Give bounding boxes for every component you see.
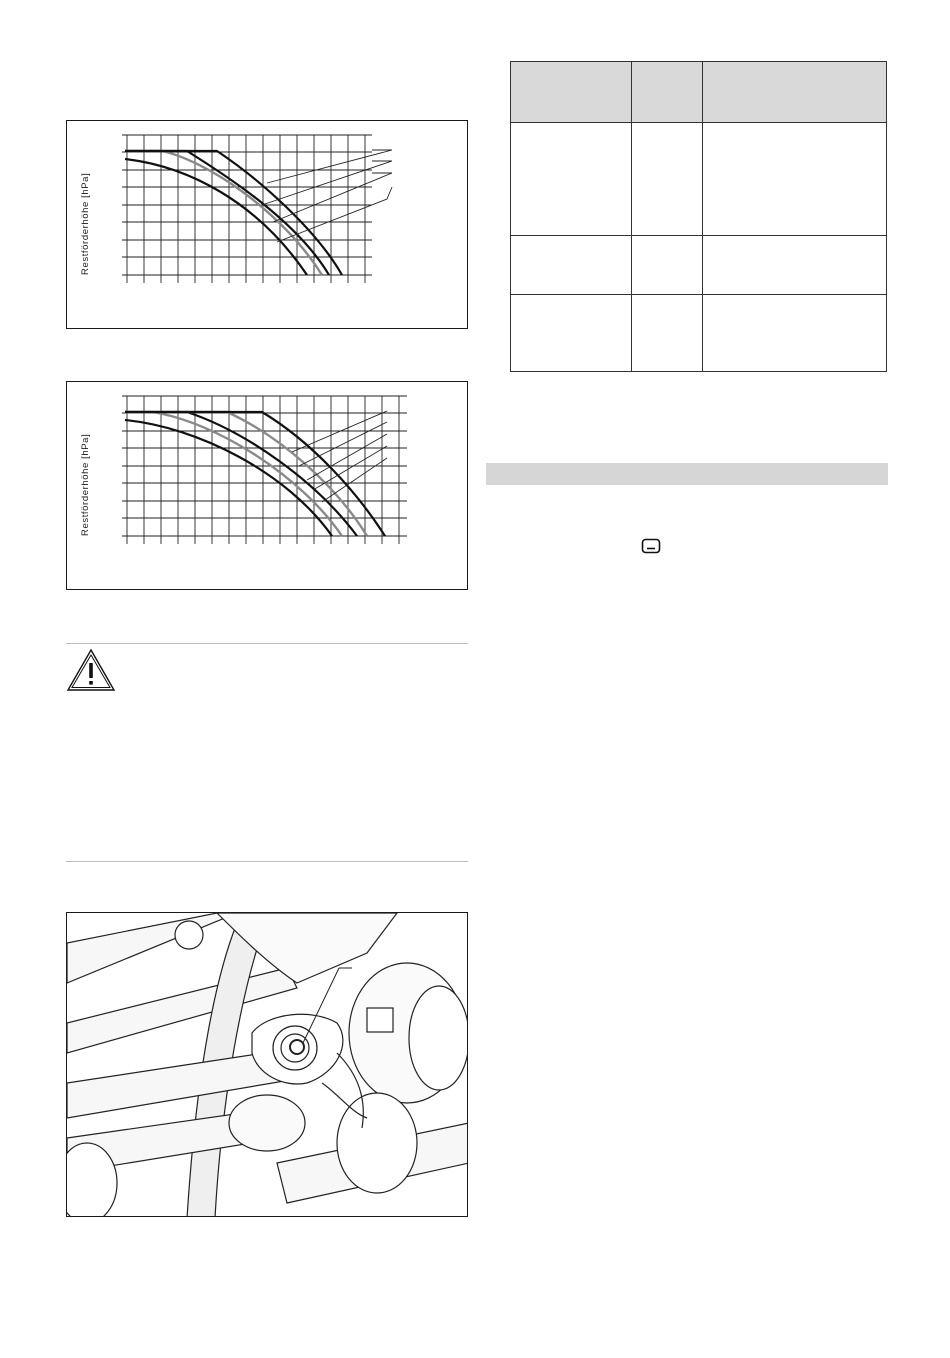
minus-key-icon: [641, 538, 661, 554]
table-header-cell: [511, 62, 632, 123]
figure-1-grid: [122, 135, 372, 276]
table-cell: [511, 295, 632, 372]
figure-2-chart: [66, 381, 468, 590]
figure-1-svg: [67, 121, 469, 330]
table-cell: [703, 123, 887, 236]
figure-1-chart: [66, 120, 468, 329]
pump-assembly-photo: [66, 912, 468, 1217]
table-cell: [703, 236, 887, 295]
table-cell: [632, 236, 703, 295]
figure-1-callout-1: [267, 150, 392, 183]
figure-1-y-axis-label: Restförderhöhe [hPa]: [80, 172, 91, 275]
table-header-cell: [703, 62, 887, 123]
figure-1-ticks: [127, 276, 365, 283]
warning-triangle-icon: [66, 648, 116, 692]
table-header-cell: [632, 62, 703, 123]
figure-2-grid: [122, 396, 407, 537]
figure-2-svg: [67, 382, 469, 591]
table-cell: [632, 295, 703, 372]
figure-1-callout-3: [273, 173, 392, 222]
table-cell: [703, 295, 887, 372]
table-row: [511, 123, 887, 236]
table-row: [511, 295, 887, 372]
table-cell: [511, 123, 632, 236]
figure-2-y-axis-label: Restförderhöhe [hPa]: [80, 433, 91, 536]
spec-table: [510, 61, 887, 372]
warning-bottom-rule: [66, 861, 468, 862]
table-cell: [511, 236, 632, 295]
table-cell: [632, 123, 703, 236]
pump-assembly-drawing: [67, 913, 468, 1217]
figure-2-ticks: [127, 537, 399, 544]
table-row: [511, 236, 887, 295]
section-heading-bar: [486, 463, 888, 485]
warning-top-rule: [66, 643, 468, 644]
table-header-row: [511, 62, 887, 123]
